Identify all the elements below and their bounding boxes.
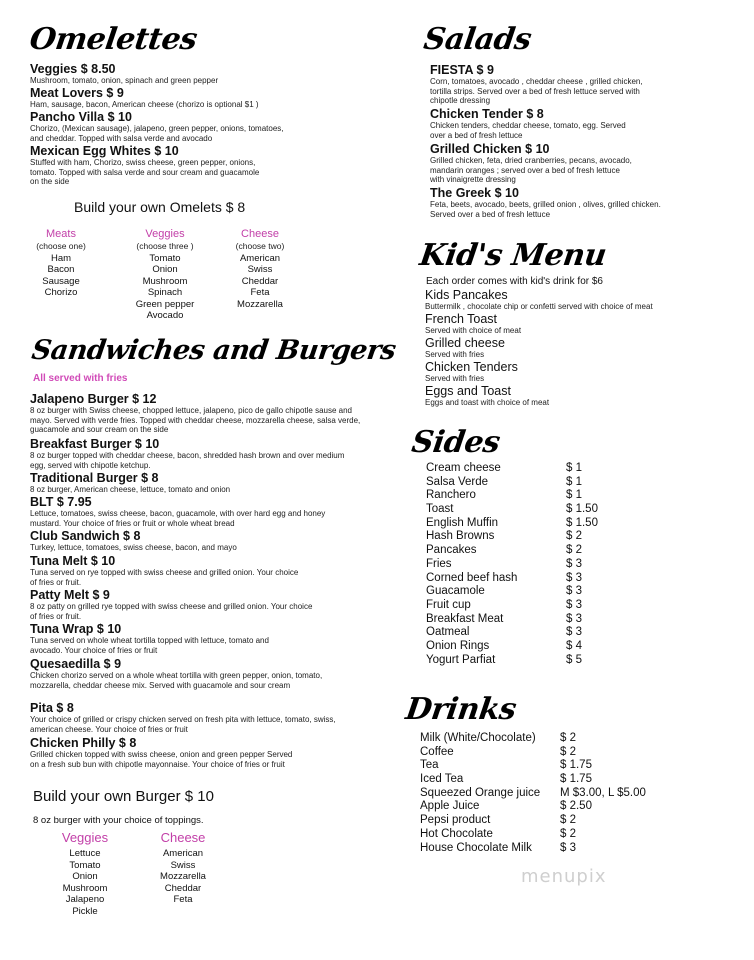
drink-row: [420, 732, 720, 746]
item-desc: 8 oz burger topped with cheddar cheese, bacon, shredded hash brown and over medium egg, served with chipotle ketchup.: [30, 451, 345, 470]
side-row: [426, 530, 656, 544]
drink-row: [420, 787, 720, 801]
option-item: Lettuce: [69, 848, 101, 859]
drink-price: $ 2: [560, 732, 576, 744]
option-item: Mozzarella: [160, 871, 206, 882]
item-desc: Tuna served on whole wheat tortilla topped with lettuce, tomato and avocado. Your choice of fries or fruit: [30, 636, 269, 655]
drink-price: M $3.00, L $5.00: [560, 786, 646, 799]
menu-item: [30, 554, 305, 587]
option-item: Onion: [72, 871, 98, 882]
item-desc: Turkey, lettuce, tomatoes, swiss cheese, bacon, and mayo: [30, 543, 237, 552]
item-name: Meat Lovers $ 9: [30, 86, 124, 100]
menu-item: [30, 736, 300, 769]
drink-name: Apple Juice: [420, 800, 480, 813]
sides-title: Sides: [409, 425, 502, 460]
item-desc: Chicken tenders, cheddar cheese, tomato, egg. Served over a bed of fresh lettuce: [430, 121, 626, 140]
option-item: Mushroom: [142, 275, 188, 287]
option-item: Chorizo: [44, 287, 78, 298]
item-desc: Served with choice of meat: [425, 326, 522, 335]
drink-name: Tea: [420, 759, 439, 772]
build-omelet-title: Build your own Omelets $ 8: [74, 199, 246, 215]
side-price: $ 1.50: [566, 516, 598, 529]
menu-item: [425, 360, 754, 384]
drink-row: [420, 746, 720, 760]
omelettes-title: Omelettes: [27, 22, 200, 57]
menu-item: [30, 62, 380, 86]
item-name: Quesaedilla $ 9: [30, 657, 122, 671]
option-item: Tomato: [69, 859, 101, 871]
side-price: $ 2: [566, 530, 582, 543]
item-desc: Served with fries: [425, 374, 485, 383]
item-desc: Grilled chicken topped with swiss cheese, onion and green pepper Served on a fresh sub bun with chipotle mayonnaise. Your choice of fries or fruit: [30, 750, 293, 769]
side-name: Guacamole: [426, 585, 485, 598]
side-name: Hash Browns: [426, 530, 495, 543]
drink-price: $ 3: [560, 841, 576, 854]
option-item: Cheddar: [241, 275, 279, 287]
drink-row: [420, 773, 720, 787]
menu-item: [425, 384, 754, 408]
build-burger-options: [54, 828, 214, 917]
option-item: Sausage: [42, 275, 80, 287]
item-name: Eggs and Toast: [425, 384, 511, 398]
item-name: Breakfast Burger $ 10: [30, 437, 160, 451]
drink-row: [420, 800, 720, 814]
item-desc: Eggs and toast with choice of meat: [425, 398, 550, 407]
side-name: English Muffin: [426, 516, 499, 529]
drinks-title: Drinks: [403, 692, 519, 727]
drink-name: Hot Chocolate: [420, 827, 493, 840]
drink-price: $ 1.75: [560, 773, 592, 786]
item-name: Pita $ 8: [30, 701, 74, 715]
sandwiches-title: Sandwiches and Burgers: [29, 335, 398, 366]
side-row: [426, 517, 656, 531]
menu-item: [30, 588, 320, 621]
side-row: [426, 613, 656, 627]
option-item: Pickle: [72, 905, 98, 917]
side-name: Yogurt Parfiat: [426, 653, 496, 666]
side-name: Toast: [426, 503, 454, 516]
side-row: [426, 544, 656, 558]
drink-price: $ 2: [560, 745, 576, 758]
option-head: Veggies: [61, 830, 109, 845]
item-name: FIESTA $ 9: [430, 63, 494, 77]
item-desc: Tuna served on rye topped with swiss cheese and grilled onion. Your choice of fries or fruit.: [30, 568, 299, 587]
option-item: Swiss: [170, 859, 196, 871]
item-desc: Your choice of grilled or crispy chicken served on fresh pita with lettuce, tomato, swiss, american cheese. Your choice of fries or fruit: [30, 715, 336, 734]
item-desc: 8 oz patty on grilled rye topped with swiss cheese and grilled onion. Your choice of fries or fruit.: [30, 602, 313, 621]
side-name: Cream cheese: [426, 462, 501, 474]
drink-price: $ 1.75: [560, 759, 592, 772]
item-name: Veggies $ 8.50: [30, 62, 116, 76]
menupix-watermark: menupix: [521, 866, 607, 887]
item-desc: Corn, tomatoes, avocado , cheddar cheese , grilled chicken, tortilla strips. Served over a bed of fresh lettuce served with chipotle dressing: [430, 77, 643, 105]
option-item: American: [239, 252, 281, 264]
option-column-meats: [30, 228, 92, 322]
sandwiches-note: All served with fries: [33, 373, 128, 384]
item-name: Jalapeno Burger $ 12: [30, 392, 157, 406]
item-desc: Feta, beets, avocado, beets, grilled onion , olives, grilled chicken. Served over a bed of fresh lettuce: [430, 200, 661, 219]
menu-item: [425, 312, 754, 336]
item-name: Grilled cheese: [425, 336, 505, 350]
side-row: [426, 640, 656, 654]
side-name: Salsa Verde: [426, 475, 489, 488]
drink-row: [420, 842, 720, 856]
option-head: Meats: [46, 228, 76, 240]
item-desc: Stuffed with ham, Chorizo, swiss cheese, green pepper, onions, tomato. Topped with salsa verde and sour cream and guacamole on the side: [30, 158, 260, 186]
side-row: [426, 654, 656, 668]
item-name: Grilled Chicken $ 10: [430, 142, 550, 156]
side-price: $ 3: [566, 612, 582, 625]
item-name: Tuna Wrap $ 10: [30, 622, 122, 636]
side-price: $ 2: [566, 544, 582, 557]
item-name: Tuna Melt $ 10: [30, 554, 116, 568]
item-desc: 8 oz burger with Swiss cheese, chopped lettuce, jalapeno, pico de gallo chipotle sause and mayo. Served with verde fries. Topped with cheddar cheese, mozzarella cheese, salsa verde, guacamole and sour cream on the side: [30, 406, 361, 434]
item-desc: Chicken chorizo served on a whole wheat tortilla with green pepper, onion, tomato, mozzarella, cheddar cheese mix. Served with guacamole and sour cream: [30, 671, 323, 690]
option-item: Swiss: [247, 264, 273, 275]
side-name: Corned beef hash: [426, 571, 518, 584]
drink-price: $ 2.50: [560, 800, 592, 813]
kids-menu-title: Kid's Menu: [417, 238, 609, 273]
item-name: Chicken Philly $ 8: [30, 736, 137, 750]
side-row: [426, 626, 656, 640]
menu-item: [425, 288, 745, 312]
side-price: $ 4: [566, 639, 582, 652]
item-name: Club Sandwich $ 8: [30, 529, 141, 543]
item-name: Chicken Tender $ 8: [430, 107, 544, 121]
option-column-cheese: [152, 828, 214, 917]
side-name: Oatmeal: [426, 626, 470, 639]
menu-item: [430, 186, 675, 219]
menu-item: [30, 437, 345, 470]
drink-name: Coffee: [420, 745, 454, 758]
menu-item: [30, 392, 375, 435]
item-name: The Greek $ 10: [430, 186, 519, 200]
option-note: (choose two): [235, 241, 285, 251]
side-row: [426, 462, 656, 476]
option-item: Feta: [173, 894, 193, 905]
menu-item: [430, 142, 635, 185]
item-desc: Ham, sausage, bacon, American cheese (chorizo is optional $1 ): [30, 100, 259, 109]
option-item: American: [162, 848, 204, 859]
side-row: [426, 572, 656, 586]
item-desc: Chorizo, (Mexican sausage), jalapeno, green pepper, onions, tomatoes, and cheddar. Topped with salsa verde and avocado: [30, 124, 284, 143]
side-name: Breakfast Meat: [426, 612, 504, 625]
option-item: Tomato: [149, 252, 181, 264]
option-head: Veggies: [145, 228, 185, 240]
drink-price: $ 2: [560, 827, 576, 840]
option-column-veggies: [125, 228, 205, 322]
item-desc: Served with fries: [425, 350, 485, 359]
item-name: BLT $ 7.95: [30, 495, 92, 509]
side-name: Fruit cup: [426, 598, 471, 611]
menu-item: [30, 86, 380, 110]
side-price: $ 3: [566, 626, 582, 639]
side-price: $ 5: [566, 653, 582, 666]
option-note: (choose three ): [136, 241, 194, 251]
side-name: Ranchero: [426, 489, 476, 502]
drink-row: [420, 828, 720, 842]
side-row: [426, 558, 656, 572]
option-item: Mozzarella: [237, 298, 283, 310]
side-price: $ 1.50: [566, 503, 598, 516]
menu-item: [430, 107, 630, 140]
menu-item: [30, 471, 380, 495]
salads-title: Salads: [421, 22, 534, 57]
side-price: $ 1: [566, 475, 582, 488]
drink-name: Pepsi product: [420, 814, 491, 827]
menu-item: [430, 63, 655, 106]
side-price: $ 1: [566, 462, 582, 474]
option-item: Feta: [250, 287, 270, 298]
option-item: Jalapeno: [65, 894, 105, 905]
side-name: Onion Rings: [426, 639, 490, 652]
kids-menu-note: Each order comes with kid's drink for $6: [426, 276, 603, 287]
item-name: Traditional Burger $ 8: [30, 471, 159, 485]
option-item: Cheddar: [164, 882, 202, 894]
menu-item: [30, 701, 340, 734]
side-name: Pancakes: [426, 544, 477, 557]
option-item: Spinach: [147, 287, 183, 298]
drink-name: Iced Tea: [420, 773, 464, 786]
option-item: Ham: [50, 252, 72, 264]
menu-item: [30, 495, 330, 528]
item-name: Chicken Tenders: [425, 360, 518, 374]
item-name: Kids Pancakes: [425, 288, 508, 302]
option-item: Green pepper: [135, 298, 195, 310]
side-row: [426, 503, 656, 517]
option-item: Avocado: [146, 310, 184, 321]
option-item: Mushroom: [62, 882, 108, 894]
option-note: (choose one): [36, 241, 86, 251]
menu-item: [425, 336, 754, 360]
build-omelet-options: [30, 228, 295, 322]
side-price: $ 3: [566, 557, 582, 570]
drink-name: Squeezed Orange juice: [420, 786, 541, 799]
drink-price: $ 2: [560, 814, 576, 827]
item-name: Mexican Egg Whites $ 10: [30, 144, 179, 158]
side-price: $ 1: [566, 489, 582, 502]
option-item: Onion: [152, 264, 178, 275]
option-item: Bacon: [47, 264, 75, 275]
menu-item: [30, 622, 280, 655]
menu-item: [30, 657, 325, 690]
side-row: [426, 489, 656, 503]
option-column-veggies: [54, 828, 116, 917]
side-row: [426, 476, 656, 490]
menu-item: [30, 529, 380, 553]
side-price: $ 3: [566, 585, 582, 598]
option-column-cheese: [225, 228, 295, 322]
drink-row: [420, 759, 720, 773]
side-price: $ 3: [566, 598, 582, 611]
item-desc: Mushroom, tomato, onion, spinach and green pepper: [30, 76, 219, 85]
drink-name: House Chocolate Milk: [420, 841, 532, 854]
option-head: Cheese: [160, 830, 206, 845]
item-desc: Grilled chicken, feta, dried cranberries, pecans, avocado, mandarin oranges ; served over a bed of fresh lettuce with vinaigrette dressing: [430, 156, 632, 184]
side-price: $ 3: [566, 571, 582, 584]
option-head: Cheese: [241, 228, 279, 240]
build-burger-subtitle: 8 oz burger with your choice of toppings.: [33, 815, 204, 826]
item-desc: Buttermilk , chocolate chip or confetti served with choice of meat: [425, 302, 653, 311]
drink-row: [420, 814, 720, 828]
menu-item: [30, 110, 295, 143]
side-name: Fries: [426, 557, 452, 570]
drink-name: Milk (White/Chocolate): [420, 732, 536, 744]
drinks-list: [420, 732, 720, 855]
sides-list: [426, 462, 656, 667]
item-desc: Lettuce, tomatoes, swiss cheese, bacon, guacamole, with over hard egg and honey mustard. Your choice of fries or fruit or whole wheat bread: [30, 509, 326, 528]
item-name: French Toast: [425, 312, 498, 326]
side-row: [426, 585, 656, 599]
item-name: Pancho Villa $ 10: [30, 110, 132, 124]
item-desc: 8 oz burger, American cheese, lettuce, tomato and onion: [30, 485, 231, 494]
build-burger-title: Build your own Burger $ 10: [33, 788, 214, 805]
side-row: [426, 599, 656, 613]
menu-item: [30, 144, 265, 187]
item-name: Patty Melt $ 9: [30, 588, 110, 602]
